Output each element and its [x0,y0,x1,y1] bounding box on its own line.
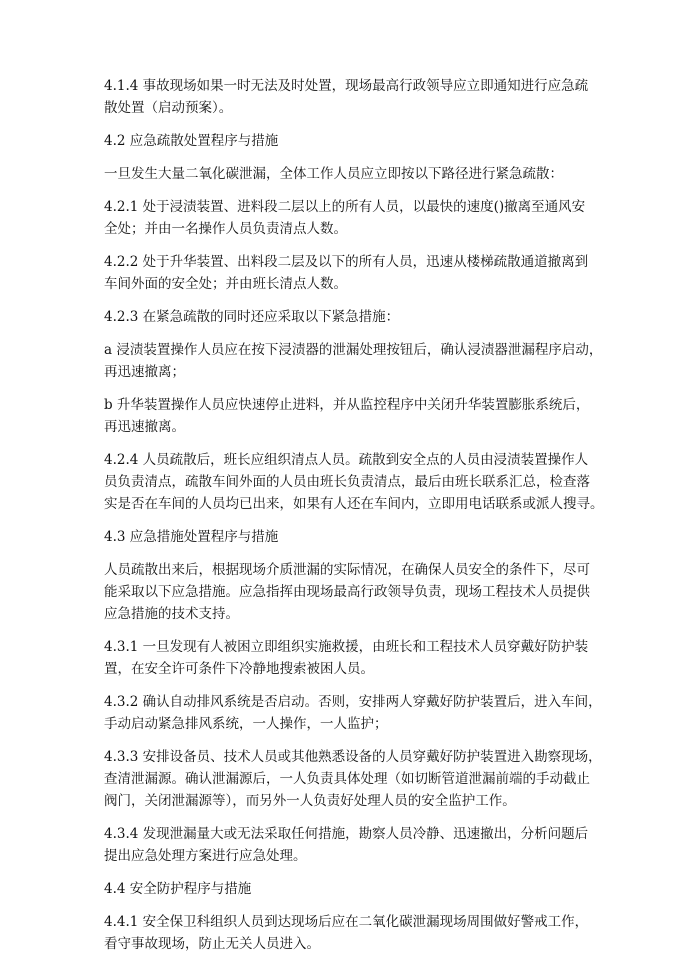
text-line: 车间外面的安全处；并由班长清点人数。 [104,276,347,292]
text-line: 4.3.3 安排设备员、技术人员或其他熟悉设备的人员穿戴好防护装置进入勘察现场， [104,749,602,765]
paragraph [104,130,604,152]
text-line: b 升华装置操作人员应快速停止进料，并从监控程序中关闭升华装置膨胀系统后， [104,397,590,413]
text-line: 4.3.2 确认自动排风系统是否启动。否则，安排两人穿戴好防护装置后，进入车间， [104,694,602,710]
text-line: 4.4 安全防护程序与措施 [104,881,252,897]
paragraph [104,306,604,328]
text-line: 应急措施的技术支持。 [104,606,239,622]
paragraph [104,559,604,625]
text-line: 提出应急处理方案进行应急处理。 [104,848,307,864]
paragraph [104,823,604,867]
text-line: 人员疏散出来后，根据现场介质泄漏的实际情况，在确保人员安全的条件下，尽可 [104,562,590,578]
paragraph [104,746,604,812]
text-line: 置，在安全许可条件下冷静地搜索被困人员。 [104,661,374,677]
text-line: 实是否在车间的人员均已出来，如果有人还在车间内，立即用电话联系或派人搜寻。 [104,496,604,512]
text-line: a 浸渍装置操作人员应在按下浸渍器的泄漏处理按钮后，确认浸渍器泄漏程序启动， [104,342,603,358]
text-line: 4.3 应急措施处置程序与措施 [104,529,279,545]
text-line: 员负责清点，疏散车间外面的人员由班长负责清点，最后由班长联系汇总，检查落 [104,474,590,490]
paragraph [104,251,604,295]
paragraph [104,526,604,548]
paragraph [104,636,604,680]
text-line: 4.2.4 人员疏散后，班长应组织清点人员。疏散到安全点的人员由浸渍装置操作人 [104,452,589,468]
text-line: 4.3.1 一旦发现有人被困立即组织实施救援，由班长和工程技术人员穿戴好防护装 [104,639,589,655]
text-line: 再迅速撤离。 [104,419,185,435]
paragraph [104,691,604,735]
text-line: 4.3.4 发现泄漏量大或无法采取任何措施，勘察人员冷静、迅速撤出，分析问题后 [104,826,589,842]
text-line: 看守事故现场，防止无关人员进入。 [104,936,320,952]
document-body [104,75,604,966]
paragraph [104,339,604,383]
paragraph [104,394,604,438]
text-line: 4.1.4 事故现场如果一时无法及时处置，现场最高行政领导应立即通知进行应急疏 [104,78,589,94]
paragraph [104,75,604,119]
text-line: 4.2 应急疏散处置程序与措施 [104,133,279,149]
text-line: 一旦发生大量二氧化碳泄漏，全体工作人员应立即按以下路径进行紧急疏散： [104,166,563,182]
text-line: 再迅速撤离； [104,364,185,380]
text-line: 能采取以下应急措施。应急指挥由现场最高行政领导负责，现场工程技术人员提供 [104,584,590,600]
text-line: 全处；并由一名操作人员负责清点人数。 [104,221,347,237]
paragraph [104,163,604,185]
text-line: 散处置（启动预案）。 [104,100,233,116]
text-line: 4.4.1 安全保卫科组织人员到达现场后应在二氧化碳泄漏现场周围做好警戒工作， [104,914,589,930]
text-line: 4.2.2 处于升华装置、出料段二层及以下的所有人员，迅速从楼梯疏散通道撤离到 [104,254,589,270]
text-line: 查清泄漏源。确认泄漏源后，一人负责具体处理（如切断管道泄漏前端的手动截止 [104,771,590,787]
paragraph [104,911,604,955]
text-line: 4.2.3 在紧急疏散的同时还应采取以下紧急措施： [104,309,400,325]
paragraph [104,449,604,515]
paragraph [104,878,604,900]
text-line: 手动启动紧急排风系统，一人操作，一人监护； [104,716,388,732]
paragraph [104,196,604,240]
text-line: 阀门，关闭泄漏源等），而另外一人负责好处理人员的安全监护工作。 [104,793,516,809]
text-line: 4.2.1 处于浸渍装置、进料段二层以上的所有人员，以最快的速度()撤离至通风安 [104,199,586,215]
